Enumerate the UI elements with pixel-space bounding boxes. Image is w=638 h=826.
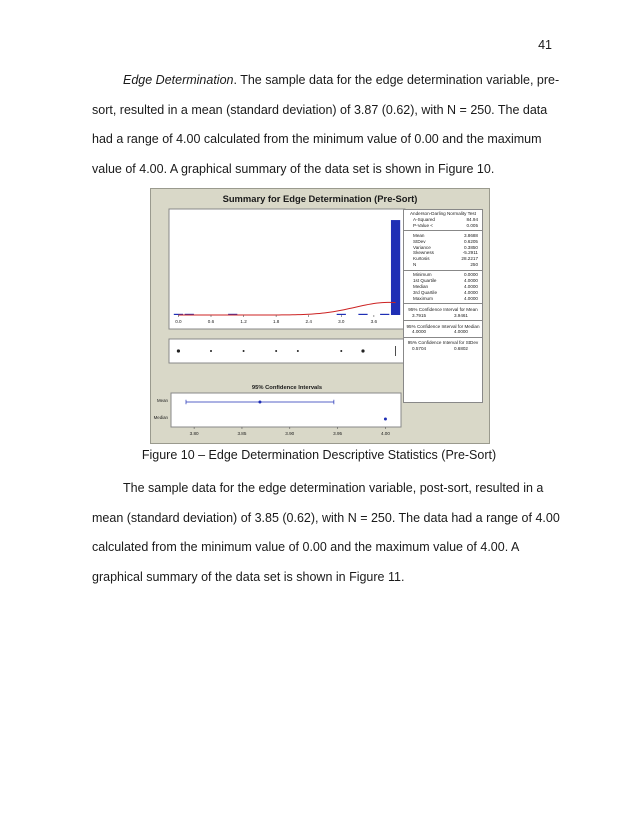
stat-value: 0.6205 <box>463 238 478 244</box>
ci-plot-area <box>171 393 401 427</box>
stat-n <box>404 262 482 268</box>
boxplot-outlier <box>243 350 245 352</box>
stat-label: 3rd Quartile <box>413 289 438 295</box>
stat-value: 0.005 <box>466 222 478 228</box>
stat-label: StDev <box>413 238 426 244</box>
ci-stdev-header: 95% Confidence Interval for StDev <box>407 340 479 346</box>
boxplot-outlier <box>297 350 299 352</box>
stat-label: A-Squared <box>413 216 435 222</box>
stat-label: Minimum <box>413 272 432 278</box>
stat-label: Maximum <box>413 295 433 301</box>
ci-stdev-values <box>404 346 482 352</box>
figure-caption: Figure 10 – Edge Determination Descriptive Statistics (Pre-Sort) <box>141 448 497 462</box>
stat-value: 28.2217 <box>461 256 478 262</box>
divider <box>404 230 482 231</box>
ci-mean-values <box>404 313 482 319</box>
histogram-bar <box>337 314 346 315</box>
boxplot-outlier <box>340 350 342 352</box>
stat-value: 84.94 <box>466 216 478 222</box>
ci-chart <box>153 383 405 437</box>
ci-low: 3.7915 <box>412 312 427 318</box>
ci-tick-label: 3.85 <box>237 431 247 436</box>
ci-low: 0.5704 <box>412 346 427 352</box>
divider <box>404 337 482 338</box>
stat-value: 0.0000 <box>463 272 478 278</box>
stat-label: Kurtosis <box>413 256 430 262</box>
section-run-in-title: Edge Determination <box>123 73 234 87</box>
stat-value: -5.2911 <box>462 250 478 256</box>
stat-value: 4.0000 <box>463 278 478 284</box>
paragraph-edge-determination-post: The sample data for the edge determination variable, post-sort, resulted in a mean (standard deviation) of 3.85 (0.62), with N = 250. The data had a range of 4.00 calculated from the minimum value of 0.00 and the maximum value of 4.00. A graphical summary of the data set is shown in Figure 11. <box>92 481 560 584</box>
histogram-bar <box>358 314 367 315</box>
stat-label: N <box>413 262 417 268</box>
ci-median-label: Median <box>153 415 168 420</box>
stat-label: Variance <box>413 244 431 250</box>
ci-title: 95% Confidence Intervals <box>251 385 323 391</box>
histogram-plot-area <box>169 209 405 329</box>
histogram-chart <box>169 209 405 329</box>
ci-median-point <box>384 418 387 421</box>
normality-test-header: Anderson-Darling Normality Test <box>409 211 477 216</box>
stat-value: 3.8688 <box>463 232 478 238</box>
stat-label: P-Value < <box>413 222 433 228</box>
ci-mean-point <box>258 401 261 404</box>
stat-label: Median <box>413 283 429 289</box>
stat-value: 4.0000 <box>463 289 478 295</box>
stat-value: 0.3850 <box>463 244 478 250</box>
ci-median-values <box>404 329 482 335</box>
x-tick-label: 1.2 <box>240 319 247 324</box>
x-tick-label: 3.6 <box>370 319 378 324</box>
x-tick-label: 2.4 <box>305 319 312 324</box>
divider <box>404 303 482 304</box>
ci-tick-label: 4.00 <box>380 431 390 436</box>
boxplot-outlier <box>177 349 180 352</box>
figure-10 <box>150 188 490 444</box>
stat-label: 1st Quartile <box>413 278 437 284</box>
stat-p-value <box>404 223 482 229</box>
boxplot-area <box>169 339 405 363</box>
stat-maximum <box>404 296 482 302</box>
divider <box>404 320 482 321</box>
stat-value: 4.0000 <box>463 295 478 301</box>
divider <box>404 270 482 271</box>
boxplot-outlier <box>210 350 212 352</box>
figure-title: Summary for Edge Determination (Pre-Sort) <box>222 193 418 204</box>
x-tick-label: 0.0 <box>175 319 182 324</box>
ci-median-header: 95% Confidence Interval for Median <box>406 323 480 329</box>
histogram-bar <box>380 314 389 315</box>
stat-label: Skewness <box>413 250 434 256</box>
statistics-panel <box>403 209 483 403</box>
ci-tick-label: 3.90 <box>285 431 295 436</box>
ci-high: 3.9461 <box>453 312 468 318</box>
paragraph-edge-determination-pre <box>92 66 562 184</box>
histogram-bar <box>391 220 400 315</box>
ci-tick-label: 3.80 <box>189 431 199 436</box>
ci-mean-header: 95% Confidence Interval for Mean <box>408 306 478 312</box>
x-tick-label: 0.6 <box>207 319 215 324</box>
ci-high: 4.0000 <box>453 329 468 335</box>
paragraph-body: . The sample data for the edge determination variable, pre-sort, resulted in a mean (standard deviation) of 3.87 (0.62), with N = 250. The data had a range of 4.00 calculated from the minimum value of 0.00 and the maximum value of 4.00. A graphical summary of the data set is shown in Figure 10. <box>92 73 560 176</box>
boxplot-outlier <box>275 350 277 352</box>
x-tick-label: 3.0 <box>338 319 345 324</box>
ci-mean-label: Mean <box>157 398 168 403</box>
stat-value: 250 <box>470 262 478 268</box>
ci-high: 0.6802 <box>453 346 468 352</box>
boxplot-outlier <box>361 349 364 352</box>
stat-value: 4.0000 <box>463 283 478 289</box>
page-number: 41 <box>538 38 552 52</box>
boxplot-chart <box>169 339 405 363</box>
stat-label: Mean <box>413 232 425 238</box>
x-tick-label: 1.8 <box>272 319 280 324</box>
ci-tick-label: 3.95 <box>333 431 343 436</box>
ci-low: 4.0000 <box>412 329 427 335</box>
